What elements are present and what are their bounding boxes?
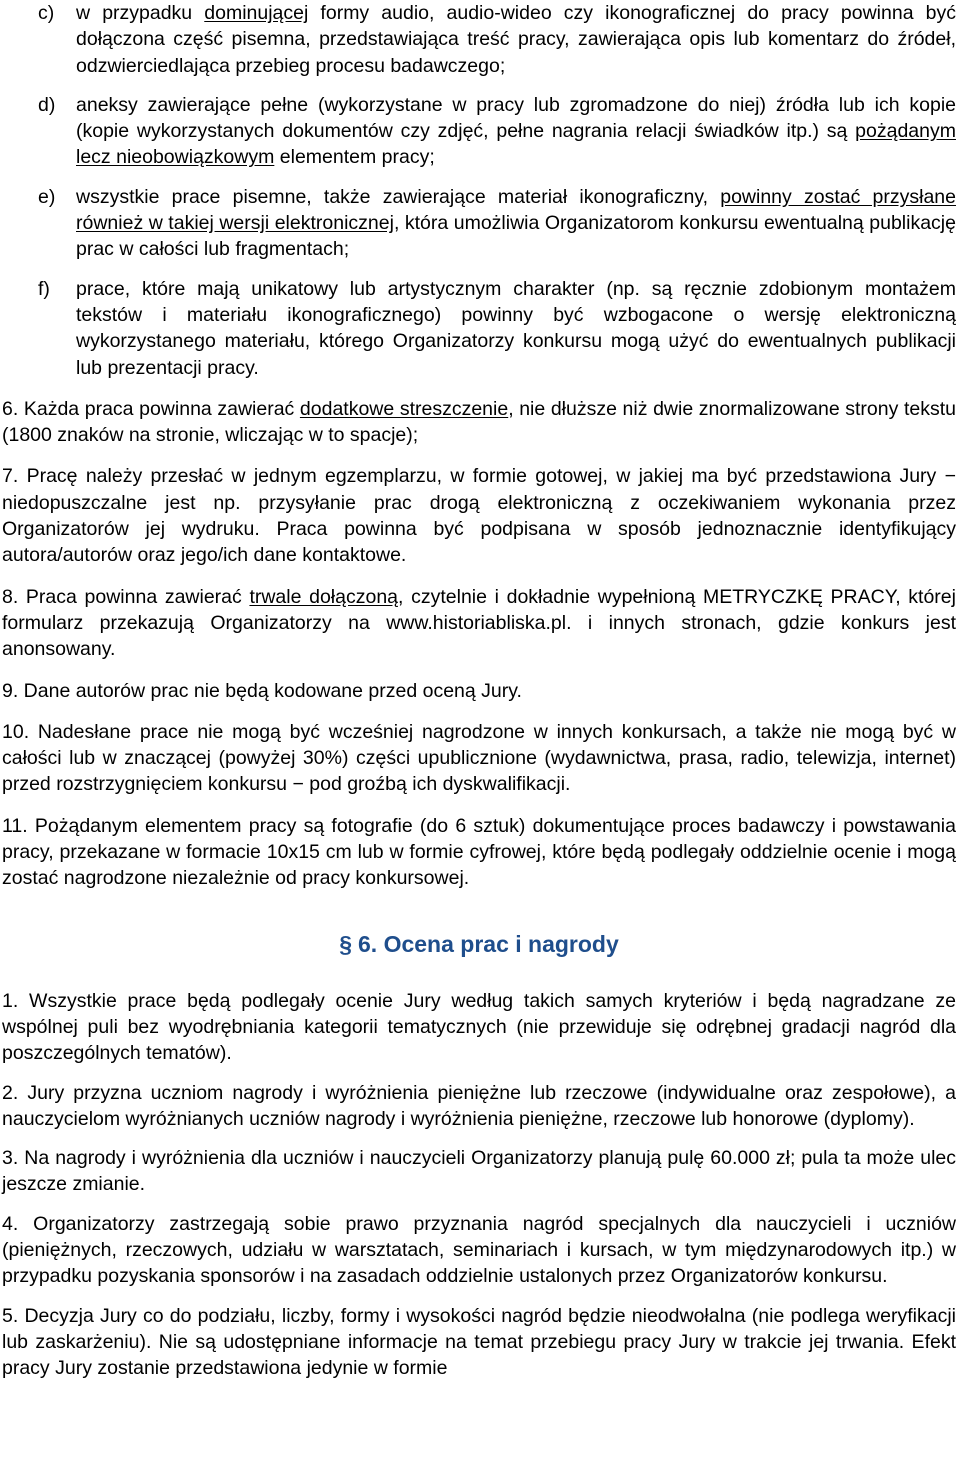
section-point-5: 5. Decyzja Jury co do podziału, liczby, formy i wysokości nagród będzie nieodwołalna (nie podlega weryfikacji lub zaskarżeniu). Nie są udostępniane informacje na temat przebiegu pracy Jury w trakcie jej trwania. Efekt pracy Jury zostanie przedstawiona jedynie w formie bbox=[2, 1304, 956, 1380]
section-point-4: 4. Organizatorzy zastrzegają sobie prawo przyznania nagród specjalnych dla nauczycieli i uczniów (pieniężnych, rzeczowych, udziału w warsztatach, seminariach i kursach, w tym międzynarodowych itp.) w przypadku pozyskania sponsorów i na zasadach oddzielnie ustalonych przez Organizatorów konkursu. bbox=[2, 1212, 956, 1288]
section-title: 6. Ocena prac i nagrody bbox=[358, 930, 619, 957]
point-9: 9. Dane autorów prac nie będą kodowane przed oceną Jury. bbox=[2, 679, 522, 702]
section-point-2: 2. Jury przyzna uczniom nagrody i wyróżnienia pieniężne lub rzeczowe (indywidualne oraz zespołowe), a nauczycielom wyróżnianych uczniów nagrody i wyróżnienia pieniężne, rzeczowe lub honorowe (dyplomy). bbox=[2, 1081, 956, 1130]
item-letter: f) bbox=[38, 277, 50, 300]
underlined-text: dominującej bbox=[204, 2, 309, 24]
underlined-text: pożądanym lecz nieobowiązkowym bbox=[76, 120, 956, 169]
section-point-3: 3. Na nagrody i wyróżnienia dla uczniów i nauczycieli Organizatorzy planują pulę 60.000 zł; pula ta może ulec jeszcze zmianie. bbox=[2, 1147, 956, 1196]
list-item-d: d) aneksy zawierające pełne (wykorzystane w pracy lub zgromadzone do niej) źródła lub ich kopie (kopie wykorzystanych dokumentów czy zdjęć, pełne nagrania relacji świadków itp.) są pożądanym lecz nieobowiązkowym elementem pracy; bbox=[38, 93, 956, 169]
list-item-e: e) wszystkie prace pisemne, także zawierające materiał ikonograficzny, powinny zostać przysłane również w takiej wersji elektronicznej, która umożliwia Organizatorom konkursu ewentualną publikację prac w całości lub fragmentach; bbox=[38, 185, 956, 261]
section-point-1: 1. Wszystkie prace będą podlegały ocenie Jury według takich samych kryteriów i będą nagradzane ze wspólnej puli bez wyodrębniania kategorii tematycznych (nie przewiduje się odrębnej gradacji nagród dla poszczególnych tematów). bbox=[2, 989, 956, 1065]
list-item-c: c) w przypadku dominującej formy audio, audio-wideo czy ikonograficznej do pracy powinna być dołączona część pisemna, przedstawiająca treść pracy, zawierająca opis lub komentarz do źródeł, odzwierciedlająca przebieg procesu badawczego; bbox=[38, 2, 956, 77]
list-item-f: f) prace, które mają unikatowy lub artystycznym charakter (np. są ręcznie zdobionym montażem tekstów i materiału ikonograficznego) powinny być wzbogacone o wersję elektroniczną wykorzystanego materiału, którego Organizatorzy konkursu mogą użyć do ewentualnych publikacji lub prezentacji pracy. bbox=[38, 277, 956, 379]
item-letter: e) bbox=[38, 185, 56, 208]
item-letter: d) bbox=[38, 93, 56, 116]
point-6: 6. Każda praca powinna zawierać dodatkowe streszczenie, nie dłuższe niż dwie znormalizowane strony tekstu (1800 znaków na stronie, wliczając w to spacje); bbox=[2, 397, 956, 447]
point-8: 8. Praca powinna zawierać trwale dołączoną, czytelnie i dokładnie wypełnioną METRYCZKĘ PRACY, której formularz przekazują Organizatorzy na www.historiabliska.pl. i innych stronach, gdzie konkurs jest anonsowany. bbox=[2, 585, 956, 661]
item-letter: c) bbox=[38, 2, 55, 24]
point-7: 7. Pracę należy przesłać w jednym egzemplarzu, w formie gotowej, w jakiej ma być przedstawiona Jury − niedopuszczalne jest np. przysyłanie prac drogą elektroniczną z oczekiwaniem wykonania przez Organizatorów jej wydruku. Praca powinna być podpisana w sposób jednoznacznie identyfikujący autora/autorów oraz jego/ich dane kontaktowe. bbox=[2, 465, 956, 567]
point-11: 11. Pożądanym elementem pracy są fotografie (do 6 sztuk) dokumentujące proces badawczy i powstawania pracy, przekazane w formacie 10x15 cm lub w formie cyfrowej, które będą podlegały oddzielnie ocenie i mogą zostać nagrodzone niezależnie od pracy konkursowej. bbox=[2, 814, 956, 890]
section-heading bbox=[2, 930, 956, 958]
point-10: 10. Nadesłane prace nie mogą być wcześniej nagrodzone w innych konkursach, a także nie mogą być w całości lub w znaczącej (powyżej 30%) części upublicznione (wydawnictwa, prasa, radio, telewizja, internet) przed rozstrzygnięciem konkursu − pod groźbą ich dyskwalifikacji. bbox=[2, 720, 956, 796]
underlined-text: trwale dołączoną bbox=[249, 585, 399, 608]
underlined-text: dodatkowe streszczenie bbox=[299, 397, 509, 420]
section-mark: § bbox=[339, 930, 353, 957]
underlined-text: powinny zostać przysłane również w takiej wersji elektronicznej bbox=[76, 185, 956, 235]
